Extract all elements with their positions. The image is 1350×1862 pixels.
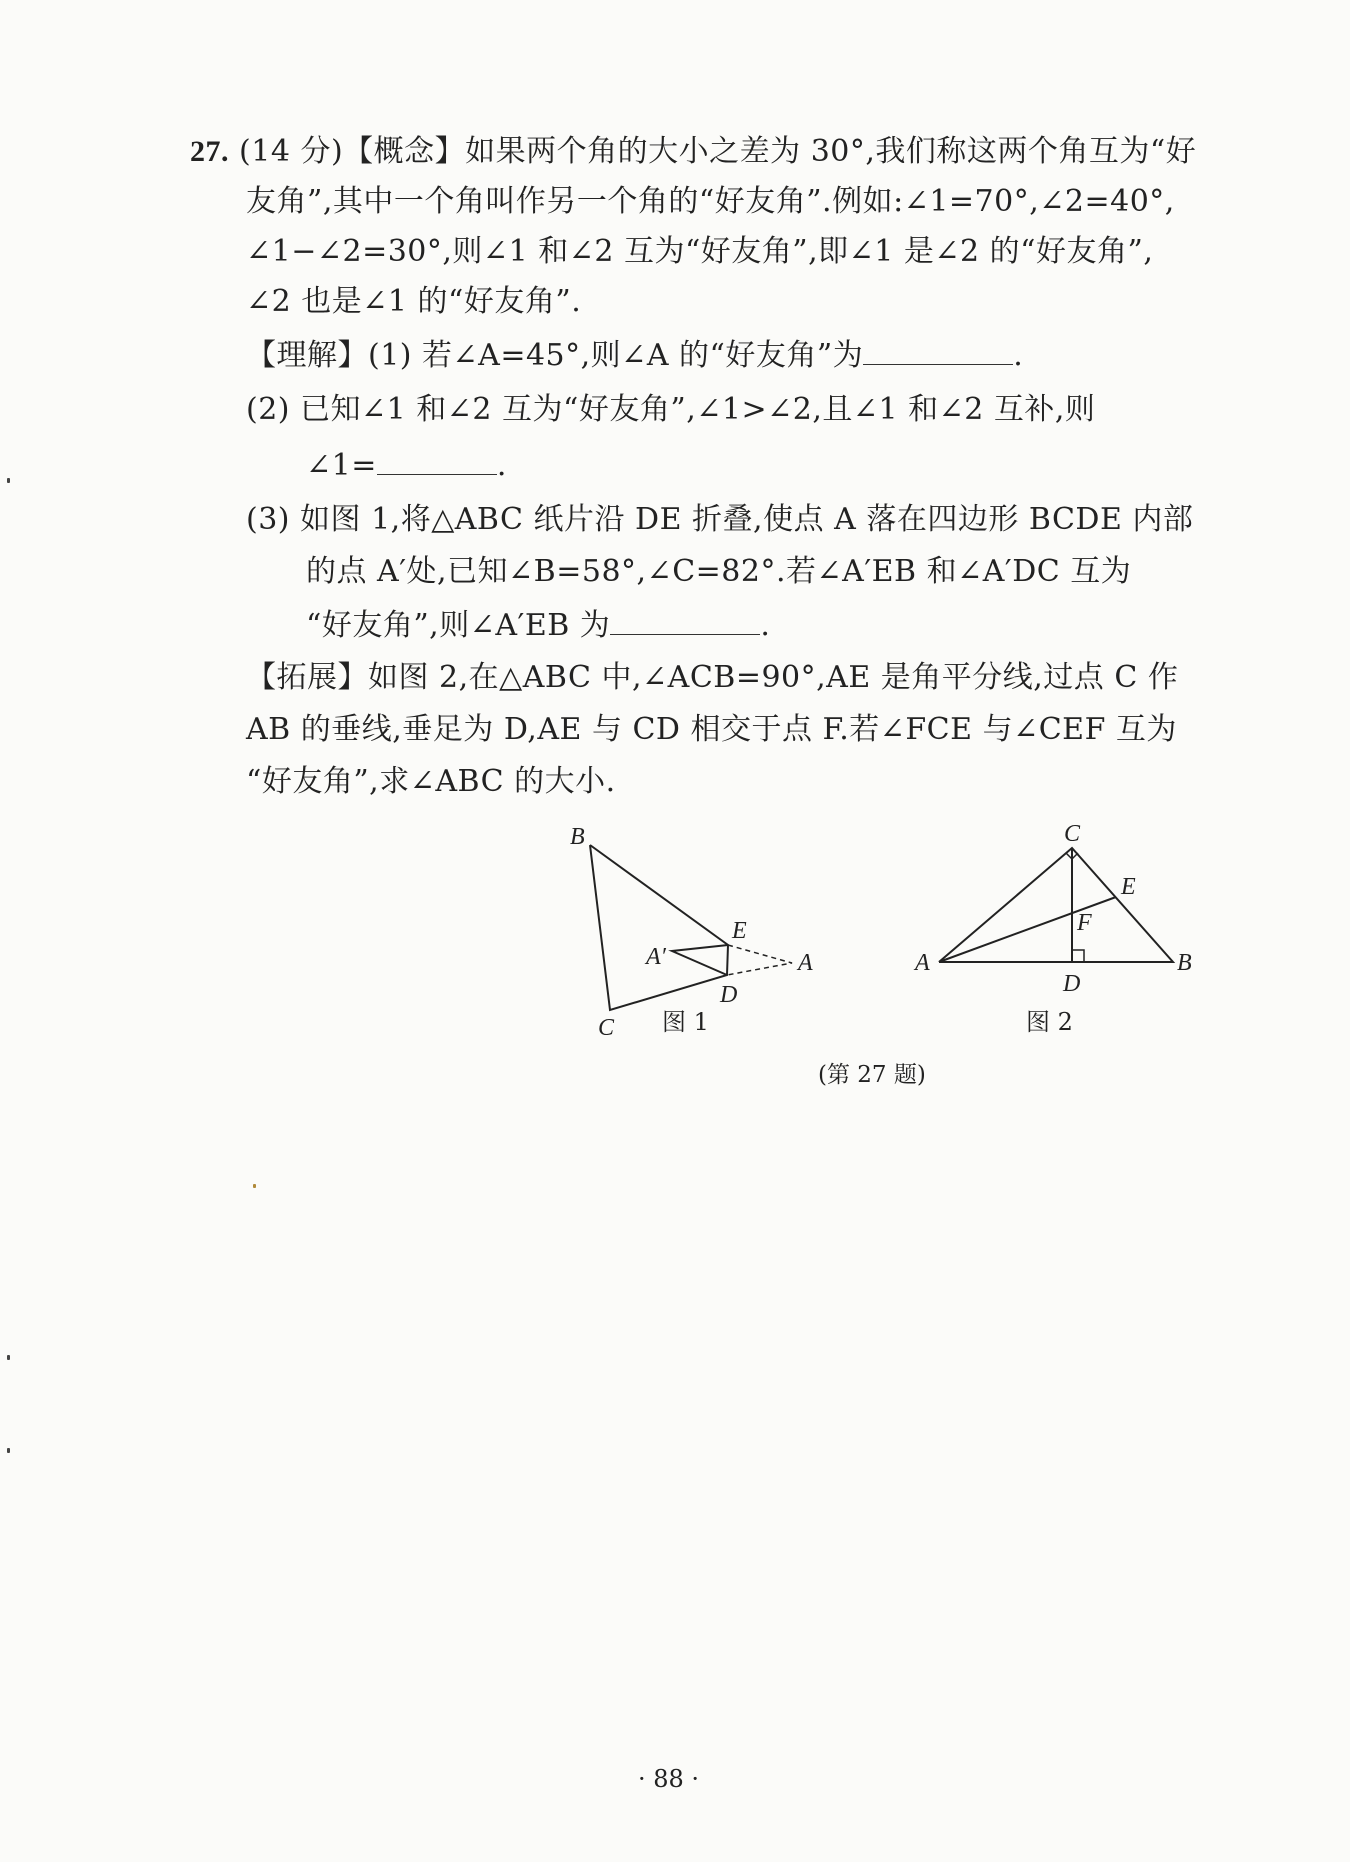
- fig2-label-e: E: [1121, 874, 1136, 900]
- problem-line-3: ∠1−∠2=30°,则∠1 和∠2 互为“好友角”,即∠1 是∠2 的“好友角”,: [246, 234, 1154, 269]
- question-3-line-3: [306, 604, 770, 646]
- answer-blank-3[interactable]: [610, 604, 760, 635]
- question-3-line-1: (3) 如图 1,将△ABC 纸片沿 DE 折叠,使点 A 落在四边形 BCDE 内部: [246, 502, 1194, 537]
- right-angle-mark-d: [1072, 950, 1084, 962]
- extension-line-2: AB 的垂线,垂足为 D,AE 与 CD 相交于点 F.若∠FCE 与∠CEF 互为: [246, 712, 1177, 747]
- fig2-label-c: C: [1064, 821, 1081, 847]
- fig2-label-d: D: [1063, 971, 1081, 997]
- problem-number: 27.: [190, 135, 229, 168]
- figure-2-caption: 图 2: [1026, 1008, 1073, 1036]
- question-2-line-1: (2) 已知∠1 和∠2 互为“好友角”,∠1>∠2,且∠1 和∠2 互补,则: [246, 392, 1096, 427]
- problem-figures-caption: (第 27 题): [818, 1062, 926, 1088]
- question-3-line-2: 的点 A′处,已知∠B=58°,∠C=82°.若∠A′EB 和∠A′DC 互为: [306, 554, 1132, 589]
- scan-speck: [253, 1184, 256, 1188]
- scan-speck: [7, 1355, 10, 1360]
- question-2-end: .: [496, 448, 507, 483]
- folded-triangle-outline: [672, 945, 728, 975]
- fig1-label-c: C: [598, 1015, 615, 1041]
- fig1-label-a: A: [798, 950, 813, 976]
- triangle-bcde-outline: [590, 845, 728, 1010]
- original-corner-dashed: [727, 945, 792, 975]
- extension-line-3: “好友角”,求∠ABC 的大小.: [246, 764, 616, 799]
- problem-line-2: 友角”,其中一个角叫作另一个角的“好友角”.例如:∠1=70°,∠2=40°,: [246, 184, 1175, 219]
- triangle-abc-outline: [939, 848, 1173, 962]
- fig2-label-a: A: [915, 950, 930, 976]
- question-1: [246, 334, 1023, 376]
- fig2-label-b: B: [1177, 950, 1192, 976]
- fig1-label-e: E: [732, 918, 747, 944]
- question-3-end: .: [760, 608, 771, 643]
- scan-speck: [7, 1448, 10, 1453]
- question-1-text: 【理解】(1) 若∠A=45°,则∠A 的“好友角”为: [246, 338, 864, 373]
- answer-blank-1[interactable]: [863, 334, 1013, 365]
- fig1-label-b: B: [570, 824, 585, 850]
- scan-speck: [7, 478, 10, 483]
- question-2-text: ∠1=: [306, 448, 377, 483]
- problem-line-4: ∠2 也是∠1 的“好友角”.: [246, 284, 582, 319]
- fig1-label-d: D: [720, 982, 738, 1008]
- figure-1-caption: 图 1: [662, 1008, 709, 1036]
- problem-text-line-1: (14 分)【概念】如果两个角的大小之差为 30°,我们称这两个角互为“好: [239, 134, 1197, 169]
- question-1-end: .: [1013, 338, 1024, 373]
- figure-2-diagram: [905, 815, 1205, 1000]
- fig2-label-f: F: [1077, 910, 1092, 936]
- fig1-label-a-prime: A′: [646, 944, 666, 970]
- answer-blank-2[interactable]: [377, 444, 497, 475]
- extension-line-1: 【拓展】如图 2,在△ABC 中,∠ACB=90°,AE 是角平分线,过点 C 作: [246, 660, 1179, 695]
- question-2-line-2: [306, 444, 507, 486]
- problem-line-1: [190, 132, 1196, 172]
- page-number: · 88 ·: [638, 1765, 700, 1793]
- question-3-text: “好友角”,则∠A′EB 为: [306, 608, 611, 643]
